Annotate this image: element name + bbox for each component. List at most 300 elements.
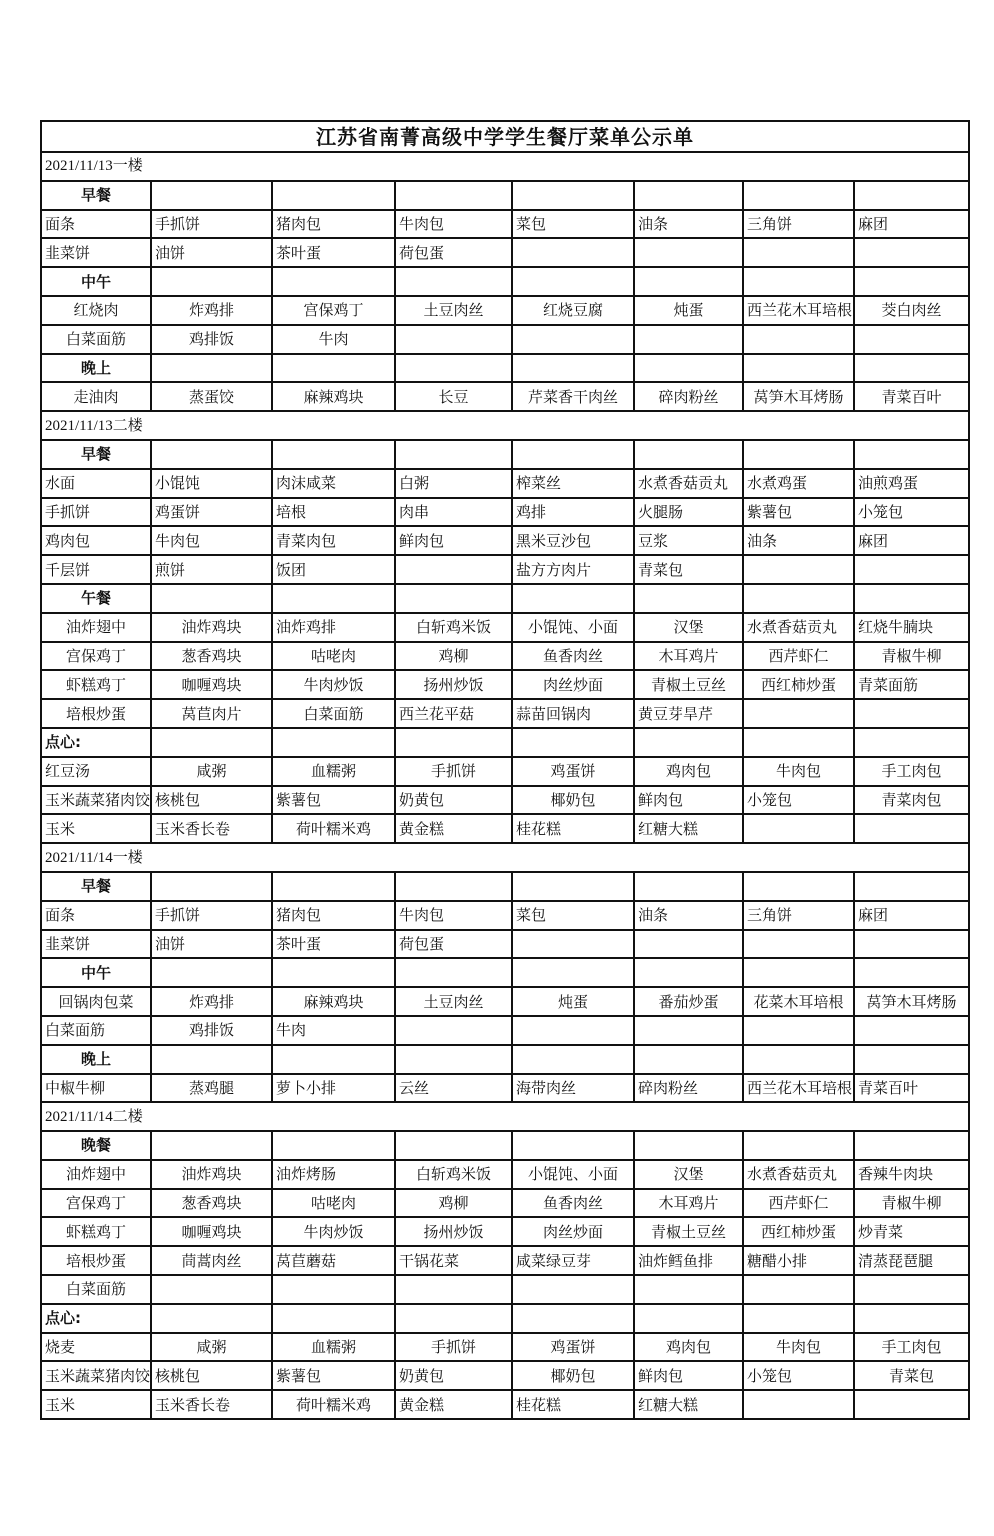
dish-cell: 中椒牛柳 xyxy=(41,1074,151,1103)
empty-cell xyxy=(151,354,272,383)
dish-cell: 青椒牛柳 xyxy=(854,1189,969,1218)
empty-cell xyxy=(634,872,743,901)
dish-cell: 麻团 xyxy=(854,901,969,930)
dish-cell: 豆浆 xyxy=(634,526,743,555)
dish-cell: 芹菜香干肉丝 xyxy=(512,382,634,411)
empty-cell xyxy=(512,872,634,901)
dish-cell: 小笼包 xyxy=(743,786,854,815)
dish-cell: 莴苣蘑菇 xyxy=(272,1246,395,1275)
empty-cell xyxy=(395,958,512,987)
dish-cell: 麻辣鸡块 xyxy=(272,382,395,411)
dish-cell: 水煮香菇贡丸 xyxy=(743,613,854,642)
dish-cell: 汉堡 xyxy=(634,1160,743,1189)
meal-label: 晚餐 xyxy=(41,1131,151,1160)
dish-cell: 莴笋木耳烤肠 xyxy=(743,382,854,411)
dish-cell: 水煮香菇贡丸 xyxy=(743,1160,854,1189)
date-row xyxy=(41,152,969,181)
meal-label: 中午 xyxy=(41,267,151,296)
empty-cell xyxy=(512,584,634,613)
dish-cell: 牛肉炒饭 xyxy=(272,1217,395,1246)
empty-cell xyxy=(272,267,395,296)
empty-cell xyxy=(395,555,512,584)
dish-row xyxy=(41,498,969,527)
dish-row xyxy=(41,238,969,267)
dish-row xyxy=(41,1246,969,1275)
empty-cell xyxy=(634,354,743,383)
dish-cell: 烧麦 xyxy=(41,1333,151,1362)
dish-row xyxy=(41,1016,969,1045)
dish-cell: 蒸蛋饺 xyxy=(151,382,272,411)
dish-cell: 玉米香长卷 xyxy=(151,814,272,843)
dish-cell: 白菜面筋 xyxy=(41,1016,151,1045)
dish-cell: 长豆 xyxy=(395,382,512,411)
dish-row xyxy=(41,1160,969,1189)
dish-cell: 油炸鸡排 xyxy=(272,613,395,642)
meal-header-row xyxy=(41,1304,969,1333)
dish-cell: 青菜肉包 xyxy=(272,526,395,555)
dish-cell: 红烧豆腐 xyxy=(512,296,634,325)
empty-cell xyxy=(512,958,634,987)
dish-cell: 茶叶蛋 xyxy=(272,930,395,959)
empty-cell xyxy=(151,440,272,469)
empty-cell xyxy=(743,872,854,901)
empty-cell xyxy=(395,1045,512,1074)
dish-cell: 萝卜小排 xyxy=(272,1074,395,1103)
dish-cell: 鸡肉包 xyxy=(634,1333,743,1362)
dish-cell: 鸡肉包 xyxy=(634,757,743,786)
empty-cell xyxy=(743,1275,854,1304)
empty-cell xyxy=(854,699,969,728)
dish-cell: 小笼包 xyxy=(854,498,969,527)
empty-cell xyxy=(512,930,634,959)
empty-cell xyxy=(634,1275,743,1304)
dish-cell: 油条 xyxy=(634,901,743,930)
empty-cell xyxy=(512,267,634,296)
dish-cell: 核桃包 xyxy=(151,1361,272,1390)
empty-cell xyxy=(395,1016,512,1045)
page-title: 江苏省南菁高级中学学生餐厅菜单公示单 xyxy=(41,121,969,152)
dish-cell: 培根炒蛋 xyxy=(41,1246,151,1275)
empty-cell xyxy=(395,267,512,296)
dish-cell: 牛肉 xyxy=(272,325,395,354)
dish-cell: 血糯粥 xyxy=(272,757,395,786)
dish-cell: 蒜苗回锅肉 xyxy=(512,699,634,728)
dish-cell: 西兰花木耳培根 xyxy=(743,296,854,325)
meal-label: 点心: xyxy=(41,728,151,757)
dish-cell: 肉丝炒面 xyxy=(512,1217,634,1246)
dish-cell: 手抓饼 xyxy=(395,1333,512,1362)
dish-cell: 韭菜饼 xyxy=(41,930,151,959)
date-row xyxy=(41,843,969,872)
dish-cell: 牛肉包 xyxy=(743,1333,854,1362)
dish-cell: 西兰花木耳培根 xyxy=(743,1074,854,1103)
meal-header-row xyxy=(41,181,969,210)
dish-cell: 黑米豆沙包 xyxy=(512,526,634,555)
date-row xyxy=(41,411,969,440)
dish-cell: 火腿肠 xyxy=(634,498,743,527)
dish-cell: 牛肉 xyxy=(272,1016,395,1045)
empty-cell xyxy=(854,555,969,584)
dish-cell: 桂花糕 xyxy=(512,814,634,843)
empty-cell xyxy=(743,181,854,210)
empty-cell xyxy=(395,1131,512,1160)
dish-cell: 木耳鸡片 xyxy=(634,1189,743,1218)
menu-sheet xyxy=(40,120,968,1420)
dish-row xyxy=(41,699,969,728)
dish-cell: 牛肉包 xyxy=(743,757,854,786)
dish-row xyxy=(41,1275,969,1304)
dish-row xyxy=(41,1189,969,1218)
dish-cell: 油炸鸡块 xyxy=(151,1160,272,1189)
dish-cell: 红糖大糕 xyxy=(634,1390,743,1419)
empty-cell xyxy=(272,958,395,987)
dish-cell: 白斩鸡米饭 xyxy=(395,613,512,642)
meal-header-row xyxy=(41,1045,969,1074)
dish-cell: 油饼 xyxy=(151,238,272,267)
empty-cell xyxy=(854,1016,969,1045)
dish-cell: 白菜面筋 xyxy=(41,325,151,354)
dish-cell: 干锅花菜 xyxy=(395,1246,512,1275)
empty-cell xyxy=(634,728,743,757)
dish-cell: 鸡蛋饼 xyxy=(512,757,634,786)
dish-cell: 鸡肉包 xyxy=(41,526,151,555)
dish-cell: 油饼 xyxy=(151,930,272,959)
dish-cell: 核桃包 xyxy=(151,786,272,815)
dish-cell: 走油肉 xyxy=(41,382,151,411)
empty-cell xyxy=(634,1131,743,1160)
dish-cell: 青菜百叶 xyxy=(854,1074,969,1103)
dish-cell: 咖喱鸡块 xyxy=(151,1217,272,1246)
dish-row xyxy=(41,757,969,786)
empty-cell xyxy=(854,181,969,210)
section-date-floor: 2021/11/14一楼 xyxy=(41,843,969,872)
empty-cell xyxy=(854,1131,969,1160)
empty-cell xyxy=(743,584,854,613)
meal-label: 早餐 xyxy=(41,181,151,210)
dish-cell: 汉堡 xyxy=(634,613,743,642)
dish-cell: 宫保鸡丁 xyxy=(272,296,395,325)
meal-label: 中午 xyxy=(41,958,151,987)
dish-cell: 青菜面筋 xyxy=(854,670,969,699)
empty-cell xyxy=(395,728,512,757)
empty-cell xyxy=(272,728,395,757)
dish-cell: 奶黄包 xyxy=(395,786,512,815)
dish-cell: 肉串 xyxy=(395,498,512,527)
dish-cell: 宫保鸡丁 xyxy=(41,642,151,671)
dish-cell: 西芹虾仁 xyxy=(743,1189,854,1218)
dish-cell: 回锅肉包菜 xyxy=(41,987,151,1016)
empty-cell xyxy=(743,1390,854,1419)
dish-cell: 培根 xyxy=(272,498,395,527)
dish-cell: 小馄饨、小面 xyxy=(512,1160,634,1189)
dish-cell: 木耳鸡片 xyxy=(634,642,743,671)
empty-cell xyxy=(272,1304,395,1333)
dish-cell: 茶叶蛋 xyxy=(272,238,395,267)
dish-cell: 鱼香肉丝 xyxy=(512,642,634,671)
dish-cell: 西红柿炒蛋 xyxy=(743,1217,854,1246)
meal-header-row xyxy=(41,1131,969,1160)
empty-cell xyxy=(512,354,634,383)
empty-cell xyxy=(151,181,272,210)
section-date-floor: 2021/11/13一楼 xyxy=(41,152,969,181)
dish-cell: 莴笋木耳烤肠 xyxy=(854,987,969,1016)
empty-cell xyxy=(395,440,512,469)
dish-cell: 糖醋小排 xyxy=(743,1246,854,1275)
empty-cell xyxy=(634,1045,743,1074)
dish-cell: 小笼包 xyxy=(743,1361,854,1390)
dish-cell: 茭白肉丝 xyxy=(854,296,969,325)
dish-cell: 紫薯包 xyxy=(272,786,395,815)
dish-cell: 手工肉包 xyxy=(854,1333,969,1362)
empty-cell xyxy=(151,728,272,757)
empty-cell xyxy=(854,958,969,987)
dish-cell: 荷叶糯米鸡 xyxy=(272,1390,395,1419)
dish-row xyxy=(41,987,969,1016)
empty-cell xyxy=(512,1131,634,1160)
dish-cell: 红糖大糕 xyxy=(634,814,743,843)
dish-cell: 青椒土豆丝 xyxy=(634,670,743,699)
meal-header-row xyxy=(41,872,969,901)
dish-cell: 油条 xyxy=(634,210,743,239)
dish-cell: 鸡柳 xyxy=(395,1189,512,1218)
empty-cell xyxy=(512,1304,634,1333)
dish-cell: 土豆肉丝 xyxy=(395,296,512,325)
empty-cell xyxy=(634,181,743,210)
dish-cell: 猪肉包 xyxy=(272,210,395,239)
empty-cell xyxy=(512,1275,634,1304)
empty-cell xyxy=(395,872,512,901)
dish-cell: 肉沫咸菜 xyxy=(272,469,395,498)
dish-cell: 西红柿炒蛋 xyxy=(743,670,854,699)
empty-cell xyxy=(743,354,854,383)
empty-cell xyxy=(743,440,854,469)
dish-cell: 紫薯包 xyxy=(272,1361,395,1390)
empty-cell xyxy=(151,584,272,613)
meal-label: 晚上 xyxy=(41,354,151,383)
dish-cell: 青椒牛柳 xyxy=(854,642,969,671)
dish-cell: 血糯粥 xyxy=(272,1333,395,1362)
empty-cell xyxy=(395,181,512,210)
dish-cell: 黄金糕 xyxy=(395,1390,512,1419)
dish-cell: 咕咾肉 xyxy=(272,642,395,671)
empty-cell xyxy=(272,1045,395,1074)
empty-cell xyxy=(854,1304,969,1333)
dish-cell: 小馄饨 xyxy=(151,469,272,498)
empty-cell xyxy=(743,958,854,987)
dish-cell: 煎饼 xyxy=(151,555,272,584)
empty-cell xyxy=(743,1016,854,1045)
empty-cell xyxy=(743,699,854,728)
dish-cell: 三角饼 xyxy=(743,210,854,239)
date-row xyxy=(41,1102,969,1131)
dish-cell: 白菜面筋 xyxy=(272,699,395,728)
empty-cell xyxy=(634,1304,743,1333)
dish-cell: 紫薯包 xyxy=(743,498,854,527)
empty-cell xyxy=(512,181,634,210)
section-date-floor: 2021/11/13二楼 xyxy=(41,411,969,440)
meal-header-row xyxy=(41,267,969,296)
empty-cell xyxy=(743,1045,854,1074)
dish-cell: 油条 xyxy=(743,526,854,555)
empty-cell xyxy=(743,555,854,584)
dish-cell: 青菜包 xyxy=(854,1361,969,1390)
empty-cell xyxy=(854,930,969,959)
empty-cell xyxy=(854,814,969,843)
dish-cell: 鱼香肉丝 xyxy=(512,1189,634,1218)
empty-cell xyxy=(634,584,743,613)
empty-cell xyxy=(743,1304,854,1333)
empty-cell xyxy=(854,354,969,383)
dish-cell: 鸡柳 xyxy=(395,642,512,671)
dish-cell: 三角饼 xyxy=(743,901,854,930)
dish-cell: 虾糕鸡丁 xyxy=(41,1217,151,1246)
empty-cell xyxy=(151,958,272,987)
dish-cell: 玉米香长卷 xyxy=(151,1390,272,1419)
title-row xyxy=(41,121,969,152)
meal-header-row xyxy=(41,440,969,469)
dish-row xyxy=(41,901,969,930)
dish-cell: 西芹虾仁 xyxy=(743,642,854,671)
dish-cell: 面条 xyxy=(41,901,151,930)
dish-cell: 红豆汤 xyxy=(41,757,151,786)
dish-cell: 韭菜饼 xyxy=(41,238,151,267)
dish-cell: 水面 xyxy=(41,469,151,498)
empty-cell xyxy=(151,1275,272,1304)
dish-cell: 白粥 xyxy=(395,469,512,498)
dish-cell: 西兰花平菇 xyxy=(395,699,512,728)
empty-cell xyxy=(634,1016,743,1045)
dish-cell: 蒸鸡腿 xyxy=(151,1074,272,1103)
dish-cell: 荷包蛋 xyxy=(395,238,512,267)
dish-cell: 牛肉炒饭 xyxy=(272,670,395,699)
menu-table xyxy=(40,120,970,1420)
dish-cell: 青菜包 xyxy=(634,555,743,584)
dish-cell: 牛肉包 xyxy=(395,901,512,930)
empty-cell xyxy=(854,728,969,757)
dish-row xyxy=(41,1390,969,1419)
empty-cell xyxy=(512,238,634,267)
empty-cell xyxy=(634,238,743,267)
dish-cell: 白菜面筋 xyxy=(41,1275,151,1304)
dish-cell: 榨菜丝 xyxy=(512,469,634,498)
dish-row xyxy=(41,930,969,959)
dish-row xyxy=(41,555,969,584)
meal-label: 点心: xyxy=(41,1304,151,1333)
dish-cell: 椰奶包 xyxy=(512,1361,634,1390)
empty-cell xyxy=(743,325,854,354)
dish-cell: 炸鸡排 xyxy=(151,987,272,1016)
dish-cell: 水煮香菇贡丸 xyxy=(634,469,743,498)
dish-cell: 鸡蛋饼 xyxy=(151,498,272,527)
dish-cell: 麻团 xyxy=(854,526,969,555)
dish-cell: 青菜肉包 xyxy=(854,786,969,815)
empty-cell xyxy=(854,1045,969,1074)
dish-cell: 麻辣鸡块 xyxy=(272,987,395,1016)
dish-row xyxy=(41,814,969,843)
meal-header-row xyxy=(41,354,969,383)
dish-cell: 鲜肉包 xyxy=(634,786,743,815)
dish-cell: 手抓饼 xyxy=(151,901,272,930)
dish-cell: 油炸烤肠 xyxy=(272,1160,395,1189)
dish-cell: 葱香鸡块 xyxy=(151,1189,272,1218)
dish-row xyxy=(41,670,969,699)
dish-cell: 小馄饨、小面 xyxy=(512,613,634,642)
dish-cell: 土豆肉丝 xyxy=(395,987,512,1016)
empty-cell xyxy=(634,958,743,987)
dish-cell: 手工肉包 xyxy=(854,757,969,786)
empty-cell xyxy=(272,584,395,613)
dish-cell: 莴苣肉片 xyxy=(151,699,272,728)
dish-cell: 麻团 xyxy=(854,210,969,239)
dish-cell: 鲜肉包 xyxy=(634,1361,743,1390)
empty-cell xyxy=(743,1131,854,1160)
meal-label: 早餐 xyxy=(41,872,151,901)
empty-cell xyxy=(634,325,743,354)
dish-cell: 手抓饼 xyxy=(41,498,151,527)
dish-cell: 白斩鸡米饭 xyxy=(395,1160,512,1189)
dish-cell: 玉米蔬菜猪肉饺 xyxy=(41,786,151,815)
dish-row xyxy=(41,210,969,239)
dish-cell: 面条 xyxy=(41,210,151,239)
empty-cell xyxy=(151,1131,272,1160)
dish-cell: 炖蛋 xyxy=(512,987,634,1016)
empty-cell xyxy=(272,1131,395,1160)
dish-cell: 椰奶包 xyxy=(512,786,634,815)
dish-row xyxy=(41,786,969,815)
dish-row xyxy=(41,325,969,354)
empty-cell xyxy=(634,930,743,959)
dish-cell: 手抓饼 xyxy=(151,210,272,239)
dish-cell: 饭团 xyxy=(272,555,395,584)
dish-cell: 虾糕鸡丁 xyxy=(41,670,151,699)
dish-cell: 番茄炒蛋 xyxy=(634,987,743,1016)
dish-cell: 黄豆芽旱芹 xyxy=(634,699,743,728)
meal-label: 午餐 xyxy=(41,584,151,613)
dish-row xyxy=(41,382,969,411)
empty-cell xyxy=(395,584,512,613)
empty-cell xyxy=(512,440,634,469)
dish-cell: 玉米 xyxy=(41,1390,151,1419)
dish-cell: 海带肉丝 xyxy=(512,1074,634,1103)
dish-cell: 炖蛋 xyxy=(634,296,743,325)
empty-cell xyxy=(395,1275,512,1304)
dish-cell: 培根炒蛋 xyxy=(41,699,151,728)
empty-cell xyxy=(151,1304,272,1333)
dish-cell: 红烧肉 xyxy=(41,296,151,325)
dish-cell: 玉米 xyxy=(41,814,151,843)
dish-cell: 碎肉粉丝 xyxy=(634,382,743,411)
dish-cell: 红烧牛腩块 xyxy=(854,613,969,642)
meal-label: 晚上 xyxy=(41,1045,151,1074)
empty-cell xyxy=(512,1016,634,1045)
empty-cell xyxy=(854,440,969,469)
dish-row xyxy=(41,1074,969,1103)
dish-cell: 菜包 xyxy=(512,210,634,239)
empty-cell xyxy=(854,872,969,901)
dish-cell: 碎肉粉丝 xyxy=(634,1074,743,1103)
dish-row xyxy=(41,1361,969,1390)
empty-cell xyxy=(272,181,395,210)
dish-cell: 猪肉包 xyxy=(272,901,395,930)
dish-cell: 青椒土豆丝 xyxy=(634,1217,743,1246)
empty-cell xyxy=(743,238,854,267)
dish-row xyxy=(41,1217,969,1246)
empty-cell xyxy=(151,267,272,296)
dish-cell: 牛肉包 xyxy=(151,526,272,555)
empty-cell xyxy=(395,354,512,383)
dish-cell: 水煮鸡蛋 xyxy=(743,469,854,498)
empty-cell xyxy=(512,325,634,354)
